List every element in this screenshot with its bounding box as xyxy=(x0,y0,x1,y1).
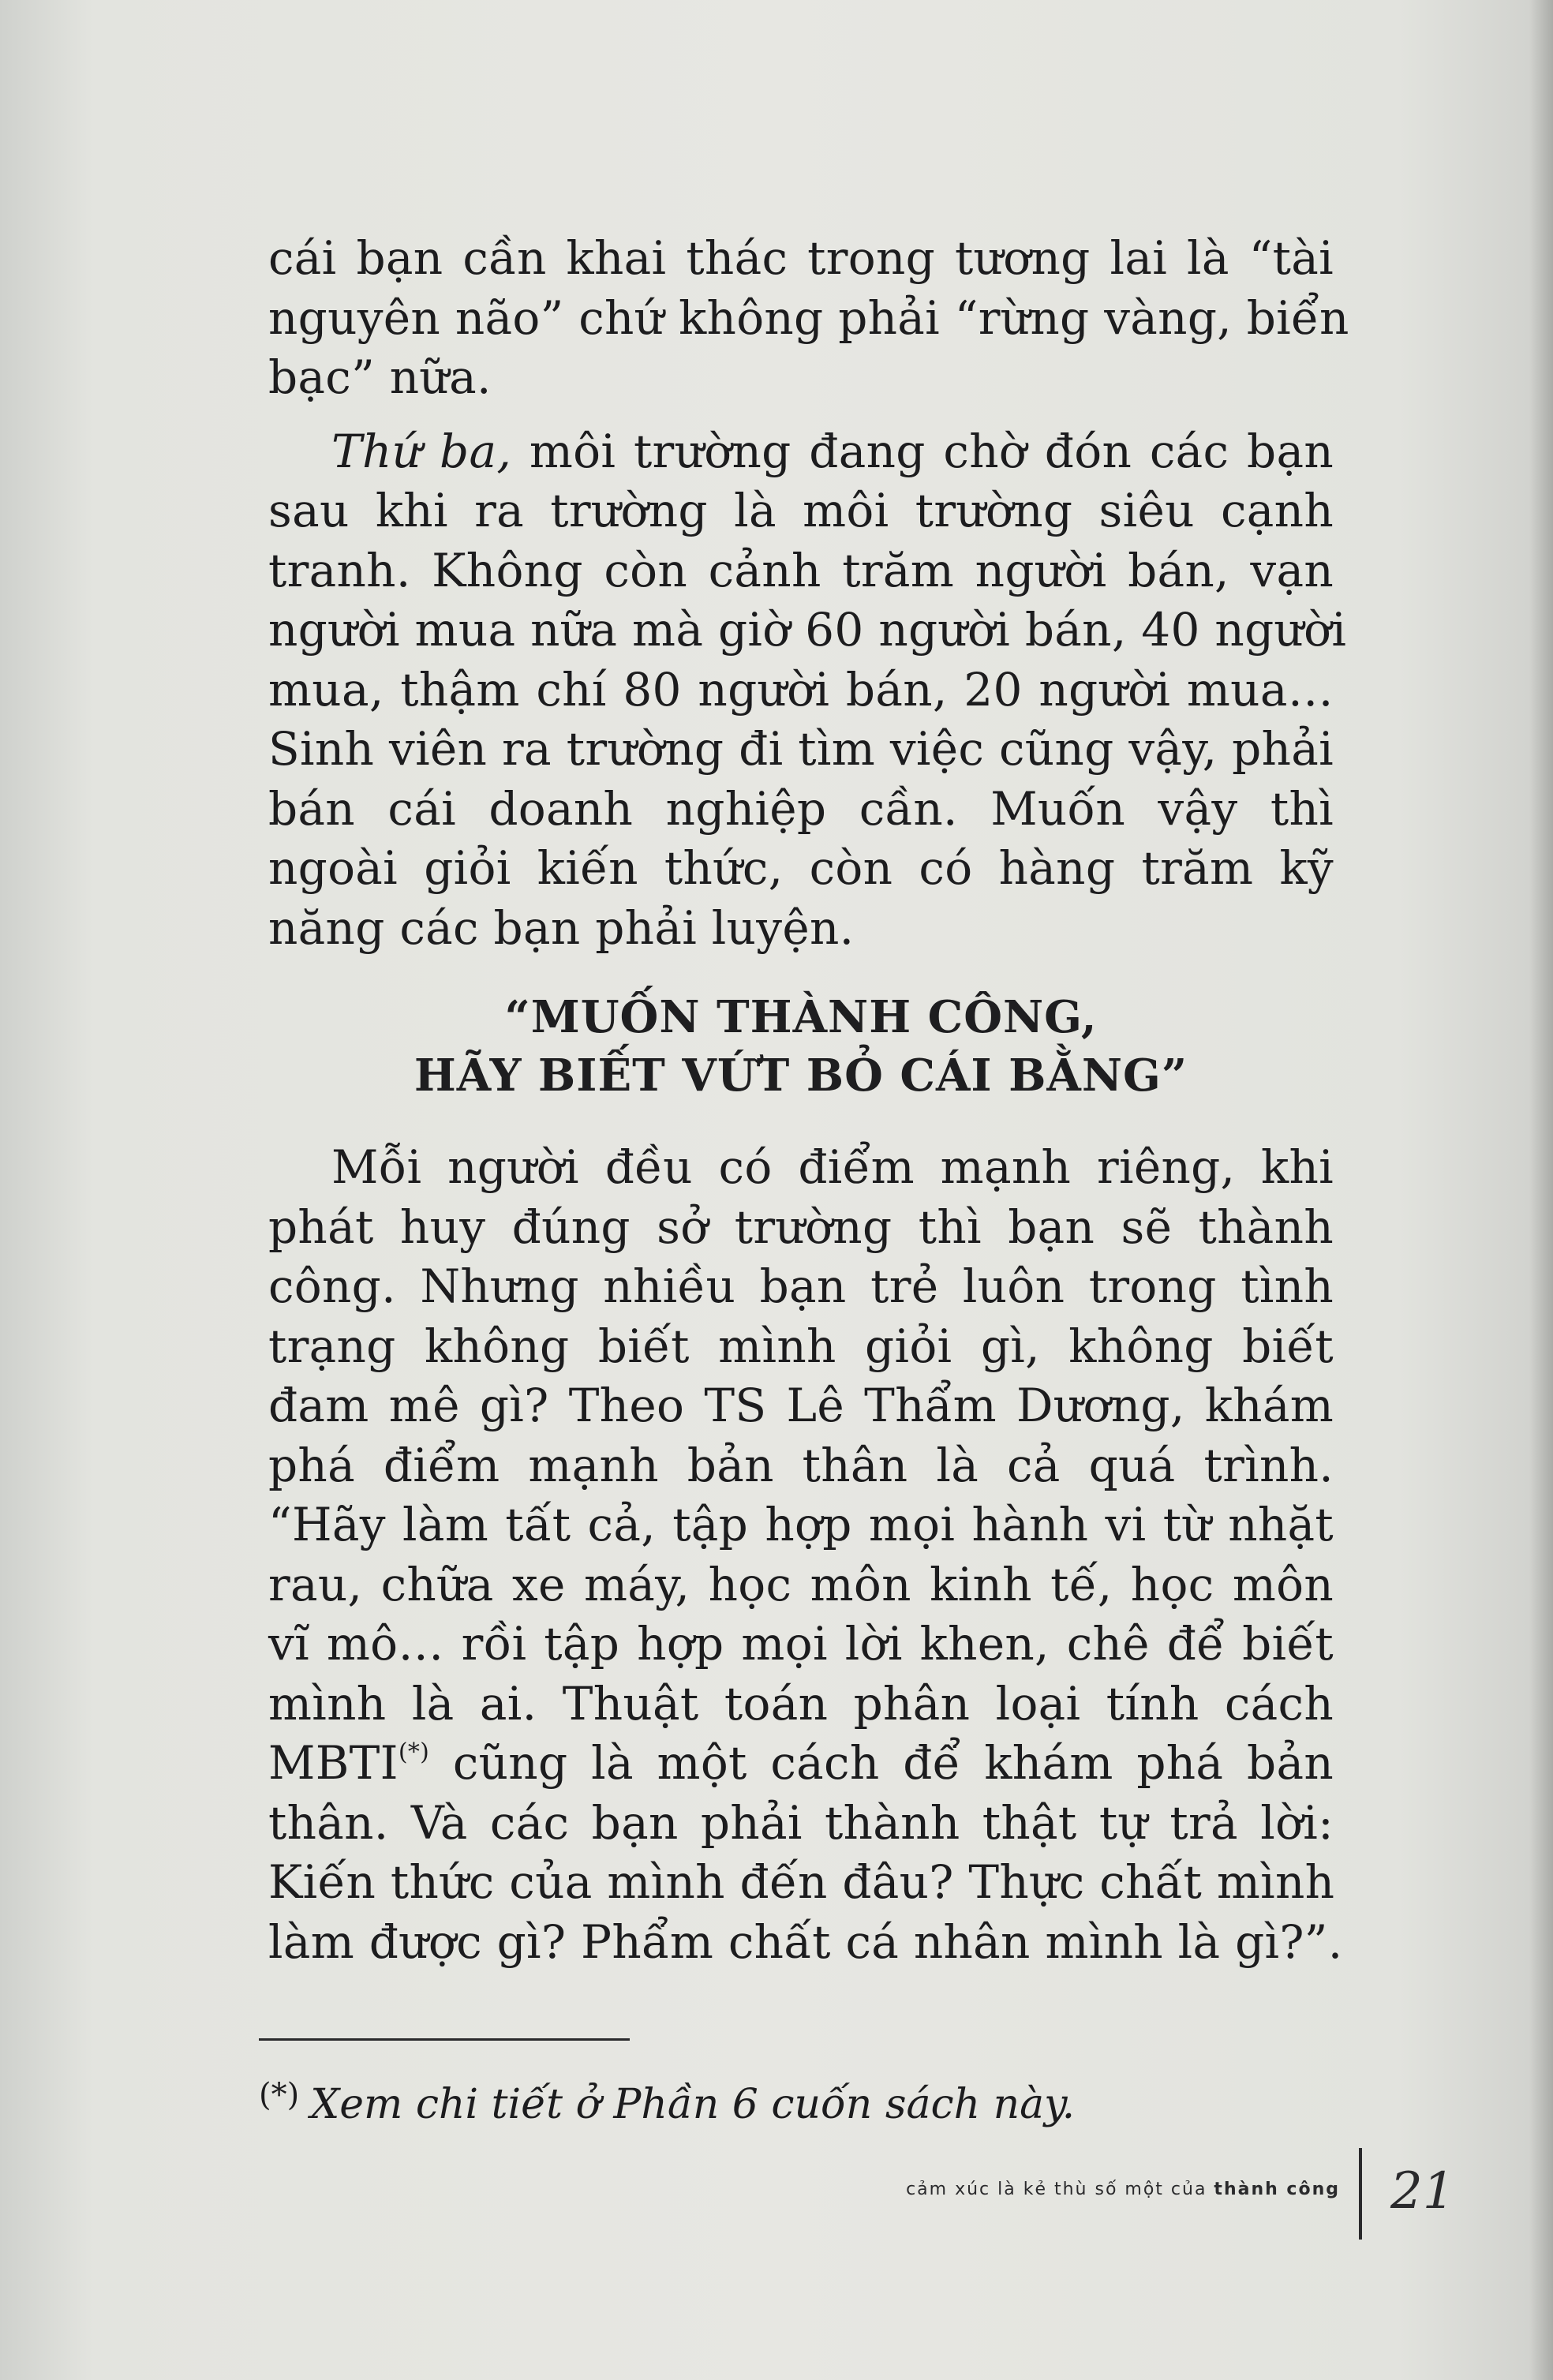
heading-line: HÃY BIẾT VỨT BỎ CÁI BẰNG” xyxy=(414,1050,1188,1102)
text-line: ngoài giỏi kiến thức, còn có hàng trăm kỹ xyxy=(268,841,1334,895)
text-line: tranh. Không còn cảnh trăm người bán, vạn xyxy=(268,543,1334,597)
text-line: Sinh viên ra trường đi tìm việc cũng vậy, phải xyxy=(268,722,1334,776)
running-title: cảm xúc là kẻ thù số một của xyxy=(906,2180,1214,2199)
text-line: bán cái doanh nghiệp cần. Muốn vậy thì xyxy=(268,781,1334,836)
footnote-text: Xem chi tiết ở Phần 6 cuốn sách này. xyxy=(310,2081,1076,2128)
text-line: bạc” nữa. xyxy=(268,350,492,404)
paragraph-thu-ba xyxy=(268,422,1347,959)
text-fragment: môi trường đang chờ đón các bạn xyxy=(511,424,1334,478)
running-footer xyxy=(764,2180,1340,2199)
text-line: Mỗi người đều có điểm mạnh riêng, khi xyxy=(331,1140,1334,1194)
text-line: năng các bạn phải luyện. xyxy=(268,900,855,955)
footnote xyxy=(259,2068,1075,2132)
text-line: vĩ mô… rồi tập hợp mọi lời khen, chê để biết xyxy=(268,1617,1334,1671)
mbti-term: MBTI xyxy=(268,1736,399,1790)
text-line: mình là ai. Thuật toán phân loại tính cách xyxy=(268,1676,1334,1731)
text-line: rau, chữa xe máy, học môn kinh tế, học môn xyxy=(268,1557,1334,1611)
footnote-reference: (*) xyxy=(398,1738,430,1766)
text-line: thân. Và các bạn phải thành thật tự trả lời: xyxy=(268,1795,1334,1850)
text-line: làm được gì? Phẩm chất cá nhân mình là gì?”. xyxy=(268,1914,1343,1969)
text-line xyxy=(268,422,1334,482)
page-number: 21 xyxy=(1390,2162,1455,2221)
text-line: phá điểm mạnh bản thân là cả quá trình. xyxy=(268,1438,1334,1492)
paragraph-continuation xyxy=(268,229,1349,408)
text-line: người mua nữa mà giờ 60 người bán, 40 người xyxy=(268,603,1347,657)
running-title-emphasis: thành công xyxy=(1214,2180,1340,2199)
italic-lead: Thứ ba, xyxy=(331,424,512,478)
text-line: cái bạn cần khai thác trong tương lai là “tài xyxy=(268,231,1334,285)
text-line: phát huy đúng sở trường thì bạn sẽ thành xyxy=(268,1199,1334,1254)
footnote-divider xyxy=(259,2038,630,2041)
text-line: nguyên não” chứ không phải “rừng vàng, biển xyxy=(268,290,1349,345)
text-fragment: cũng là một cách để khám phá bản xyxy=(429,1736,1334,1790)
heading-line: “MUỐN THÀNH CÔNG, xyxy=(504,991,1098,1043)
body-text xyxy=(268,229,1349,1972)
text-line: công. Nhưng nhiều bạn trẻ luôn trong tình xyxy=(268,1259,1334,1313)
text-line: mua, thậm chí 80 người bán, 20 người mua… xyxy=(268,662,1334,717)
text-line xyxy=(268,1734,1334,1794)
text-line: đam mê gì? Theo TS Lê Thẩm Dương, khám xyxy=(268,1379,1334,1432)
text-line: Kiến thức của mình đến đâu? Thực chất mình xyxy=(268,1855,1335,1909)
paragraph-strengths xyxy=(268,1138,1343,1972)
section-heading xyxy=(268,988,1334,1105)
text-line: “Hãy làm tất cả, tập hợp mọi hành vi từ nhặt xyxy=(268,1498,1334,1551)
text-line: trạng không biết mình giỏi gì, không biết xyxy=(268,1319,1334,1373)
footer-divider xyxy=(1359,2148,1362,2240)
footnote-mark: (*) xyxy=(259,2077,300,2113)
text-line: sau khi ra trường là môi trường siêu cạnh xyxy=(268,484,1334,537)
